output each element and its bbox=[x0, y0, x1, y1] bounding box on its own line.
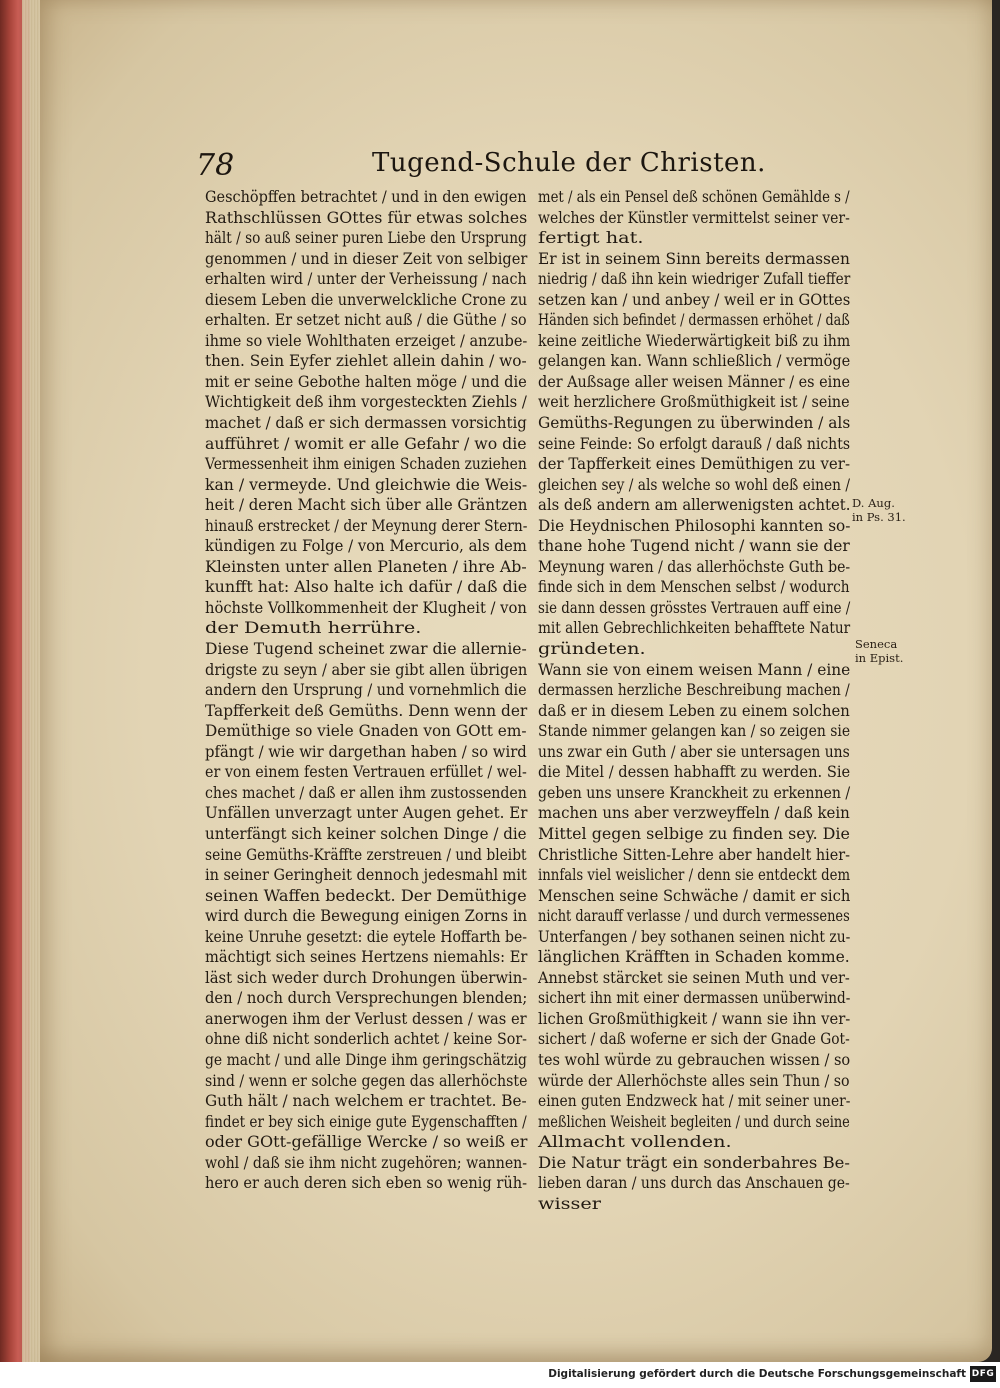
text-line: finde sich in dem Menschen selbst / wodurch bbox=[538, 578, 850, 597]
text-line: wohl / daß sie ihm nicht zugehören; wannen- bbox=[205, 1153, 528, 1172]
text-line: Unterfangen / bey sothanen seinen nicht zu- bbox=[538, 927, 851, 946]
text-line: in seiner Geringheit dennoch jedesmahl mit bbox=[205, 866, 527, 885]
text-line: machen uns aber verzweyffeln / daß kein bbox=[538, 804, 850, 823]
text-line: mit allen Gebrechlichkeiten behafftete Natur bbox=[538, 619, 851, 638]
text-line: gelangen kan. Wann schließlich / vermöge bbox=[538, 352, 851, 371]
text-line: lichen Großmüthigkeit / wann sie ihn ver- bbox=[538, 1009, 851, 1028]
text-line: sichert / daß woferne er sich der Gnade Got- bbox=[538, 1030, 850, 1049]
text-line: höchste Vollkommenheit der Klugheit / von bbox=[205, 598, 527, 617]
text-line: ge macht / und alle Dinge ihm geringschätzig bbox=[205, 1050, 527, 1069]
text-line: aufführet / womit er alle Gefahr / wo die bbox=[205, 434, 527, 453]
text-line: hinauß erstrecket / der Meynung derer Stern- bbox=[205, 516, 528, 535]
text-line: met / als ein Pensel deß schönen Gemählde s / bbox=[538, 188, 850, 206]
text-line: Unfällen unverzagt unter Augen gehet. Er bbox=[205, 804, 528, 823]
text-line: Diese Tugend scheinet zwar die allernie- bbox=[205, 640, 527, 659]
text-line: keine zeitliche Wiederwärtigkeit biß zu ihm bbox=[538, 331, 851, 350]
text-line: mächtigt sich seines Hertzens niemahls: Er bbox=[205, 948, 528, 967]
text-line: erhalten. Er setzet nicht auß / die Güthe / so bbox=[205, 311, 527, 330]
text-line: diesem Leben die unverwelckliche Crone zu bbox=[205, 290, 528, 309]
text-line: Die Natur trägt ein sonderbahres Be- bbox=[538, 1153, 850, 1172]
text-line: ches machet / daß er allen ihm zustossenden bbox=[205, 783, 527, 802]
dfg-logo: DFG bbox=[970, 1366, 996, 1382]
text-line: der Tapfferkeit eines Demüthigen zu ver- bbox=[538, 455, 850, 474]
text-line: nicht darauff verlasse / und durch vermessenes bbox=[538, 907, 850, 926]
text-line: Annebst stärcket sie seinen Muth und ver- bbox=[538, 968, 850, 987]
text-line: der Außsage aller weisen Männer / es eine bbox=[538, 372, 850, 391]
text-line: kündigen zu Folge / von Mercurio, als dem bbox=[205, 537, 527, 556]
text-line: genommen / und in dieser Zeit von selbiger bbox=[205, 249, 528, 268]
text-line: als deß andern am allerwenigsten achtet. bbox=[538, 496, 851, 515]
text-line: andern den Ursprung / und vornehmlich die bbox=[205, 681, 527, 700]
text-line: Mittel gegen selbige zu finden sey. Die bbox=[538, 824, 850, 843]
text-line: drigste zu seyn / aber sie gibt allen übrigen bbox=[205, 660, 528, 679]
text-line: Wichtigkeit deß ihm vorgesteckten Ziehls / bbox=[205, 393, 527, 412]
text-line: tes wohl würde zu gebrauchen wissen / so bbox=[538, 1050, 851, 1069]
text-line: die Mitel / dessen habhafft zu werden. Sie bbox=[538, 763, 851, 782]
text-line: ohne diß nicht sonderlich achtet / keine Sor- bbox=[205, 1030, 527, 1049]
text-line: Meynung waren / das allerhöchste Guth be- bbox=[538, 557, 851, 576]
text-line: wird durch die Bewegung einigen Zorns in bbox=[205, 907, 528, 926]
text-line: den / noch durch Versprechungen blenden; bbox=[205, 989, 528, 1008]
margin-note-line: in Ps. 31. bbox=[852, 510, 906, 524]
text-line: Er ist in seinem Sinn bereits dermassen bbox=[538, 249, 850, 268]
text-line: geben uns unsere Kranckheit zu erkennen / bbox=[538, 783, 851, 802]
text-line: Händen sich befindet / dermassen erhöhet / daß bbox=[538, 311, 850, 330]
text-line: meßlichen Weisheit begleiten / und durch seine bbox=[538, 1112, 850, 1131]
text-line: fertigt hat. bbox=[538, 229, 644, 248]
text-line: niedrig / daß ihn kein wiedriger Zufall tieffer bbox=[538, 270, 851, 289]
margin-note-seneca bbox=[855, 637, 903, 665]
margin-note-line: D. Aug. bbox=[852, 496, 895, 510]
text-line: pfängt / wie wir dargethan haben / so wird bbox=[205, 742, 527, 761]
text-line: daß er in diesem Leben zu einem solchen bbox=[538, 701, 850, 720]
text-line: Christliche Sitten-Lehre aber handelt hier- bbox=[538, 845, 850, 864]
text-line: weit herzlichere Großmüthigkeit ist / seine bbox=[538, 393, 850, 412]
page-stack-edge bbox=[22, 0, 40, 1362]
text-line: kunfft hat: Also halte ich dafür / daß die bbox=[205, 578, 528, 597]
text-line: seine Feinde: So erfolgt darauß / daß nichts bbox=[538, 434, 851, 453]
text-line: findet er bey sich einige gute Eygenschafften / bbox=[205, 1112, 527, 1131]
text-line: kan / vermeyde. Und gleichwie die Weis- bbox=[205, 475, 528, 494]
text-line: Gemüths-Regungen zu überwinden / als bbox=[538, 414, 851, 433]
text-line: hält / so auß seiner puren Liebe den Ursprung bbox=[205, 229, 527, 248]
footer-credit: Digitalisierung gefördert durch die Deutsche Forschungsgemeinschaft bbox=[548, 1368, 966, 1380]
text-line: anerwogen ihm der Verlust dessen / was er bbox=[205, 1009, 527, 1028]
text-line: Rathschlüssen GOttes für etwas solches bbox=[205, 208, 528, 227]
text-line: seinen Waffen bedeckt. Der Demüthige bbox=[205, 886, 527, 905]
text-line: hero er auch deren sich eben so wenig rüh- bbox=[205, 1174, 528, 1193]
text-line: dermassen herzliche Beschreibung machen / bbox=[538, 681, 850, 700]
margin-note-augustinus bbox=[852, 496, 906, 524]
text-line: Stande nimmer gelangen kan / so zeigen sie bbox=[538, 722, 851, 741]
text-line: mit er seine Gebothe halten möge / und die bbox=[205, 372, 527, 391]
text-line: welches der Künstler vermittelst seiner ver- bbox=[538, 208, 850, 227]
page-number: 78 bbox=[196, 148, 235, 183]
text-line: innfals viel weislicher / denn sie entdeckt dem bbox=[538, 866, 851, 885]
page-title: Tugend-Schule der Christen. bbox=[372, 148, 766, 178]
text-line: Guth hält / nach welchem er trachtet. Be- bbox=[205, 1092, 527, 1111]
text-line: heit / deren Macht sich über alle Gräntzen bbox=[205, 496, 528, 515]
running-head bbox=[196, 148, 856, 192]
left-text-column bbox=[205, 187, 569, 1194]
margin-note-line: Seneca bbox=[855, 637, 898, 651]
text-line: sie dann dessen grösstes Vertrauen auff eine / bbox=[538, 598, 851, 617]
text-line: oder GOtt-gefällige Wercke / so weiß er bbox=[205, 1133, 528, 1152]
text-line: würde der Allerhöchste alles sein Thun / so bbox=[538, 1071, 850, 1090]
text-line: läst sich weder durch Drohungen überwin- bbox=[205, 968, 528, 987]
text-line: machet / daß er sich dermassen vorsichtig bbox=[205, 414, 527, 433]
text-line: sichert ihn mit einer dermassen unüberwind- bbox=[538, 989, 851, 1008]
text-line: gleichen sey / als welche so wohl deß einen / bbox=[538, 475, 850, 494]
text-line: sind / wenn er solche gegen das allerhöchste bbox=[205, 1071, 528, 1090]
text-line: einen guten Endzweck hat / mit seiner uner- bbox=[538, 1092, 851, 1111]
text-line: lieben daran / uns durch das Anschauen ge- bbox=[538, 1174, 850, 1193]
text-line: seine Gemüths-Kräffte zerstreuen / und bleibt bbox=[205, 845, 527, 864]
text-line: er von einem festen Vertrauen erfüllet / wel- bbox=[205, 763, 527, 782]
text-line: Demüthige so viele Gnaden von GOtt em- bbox=[205, 722, 527, 741]
text-line: der Demuth herrühre. bbox=[205, 619, 422, 638]
text-line: then. Sein Eyfer ziehlet allein dahin / wo- bbox=[205, 352, 527, 371]
text-line: länglichen Kräfften in Schaden komme. bbox=[538, 948, 850, 967]
text-line: Kleinsten unter allen Planeten / ihre Ab- bbox=[205, 557, 527, 576]
text-line: thane hohe Tugend nicht / wann sie der bbox=[538, 537, 850, 556]
text-line: Vermessenheit ihm einigen Schaden zuziehen bbox=[205, 455, 527, 474]
text-line: keine Unruhe gesetzt: die eytele Hoffarth be- bbox=[205, 927, 527, 946]
text-line: Tapfferkeit deß Gemüths. Denn wenn der bbox=[205, 701, 528, 720]
text-line: Wann sie von einem weisen Mann / eine bbox=[538, 660, 851, 679]
margin-note-line: in Epist. bbox=[855, 651, 904, 665]
text-line: Die Heydnischen Philosophi kannten so- bbox=[538, 516, 851, 535]
right-text-column bbox=[538, 187, 915, 1214]
text-line: Allmacht vollenden. bbox=[538, 1133, 732, 1152]
text-line: Menschen seine Schwäche / damit er sich bbox=[538, 886, 851, 905]
text-line: erhalten wird / unter der Verheissung / nach bbox=[205, 270, 527, 289]
text-line: uns zwar ein Guth / aber sie untersagen uns bbox=[538, 742, 850, 761]
text-line: setzen kan / und anbey / weil er in GOttes bbox=[538, 290, 851, 309]
text-line: unterfängt sich keiner solchen Dinge / die bbox=[205, 824, 527, 843]
text-line: ihme so viele Wohlthaten erzeiget / anzube- bbox=[205, 331, 528, 350]
text-line: Geschöpffen betrachtet / und in den ewigen bbox=[205, 188, 527, 206]
text-line: gründeten. bbox=[538, 640, 646, 659]
text-line: wisser bbox=[538, 1194, 601, 1213]
